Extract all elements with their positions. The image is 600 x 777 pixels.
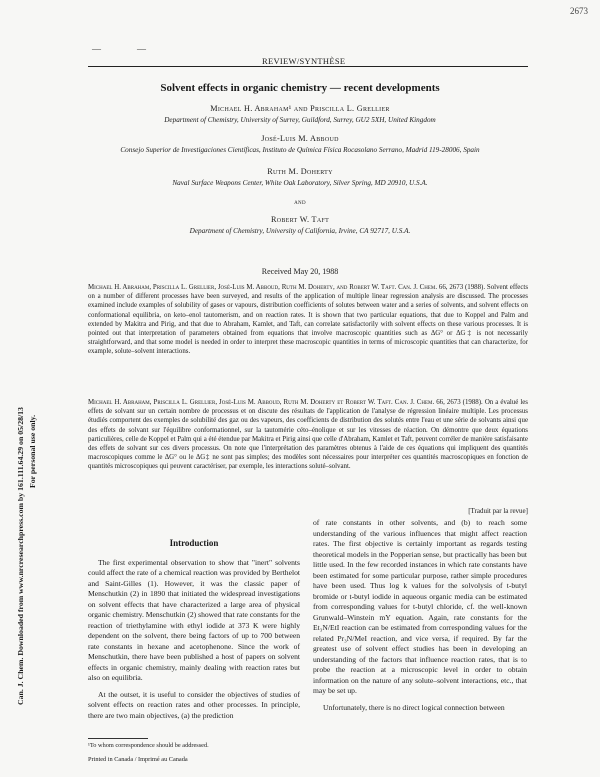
section-label: REVIEW/SYNTHÈSE [262,56,346,66]
body-paragraph: The first experimental observation to show that "inert" solvents could affect the rate of a chemical reaction was provided by Berthelot and Saint-Gilles (1). However, it was the classic paper of Menschutkin (2) in 1890 that initiated the widespread investigations on solvent effects that have characterized a large area of physical organic chemistry. Menschutkin (2) showed that rate constants for the reaction of triethylamine with ethyl iodide at 373 K were highly dependent on the solvent, there being factors of up to 700 between rate constants in hexane and acetophenone. Since the work of Menschutkin, there have been published a host of papers on solvent effects in organic chemistry, mainly dealing with reaction rates but also on equilibria. [88,557,300,682]
body-paragraph: Unfortunately, there is no direct logical connection between [323,702,505,712]
author-line: Michael H. Abraham¹ and Priscilla L. Grellier [210,104,390,113]
affiliation: Naval Surface Weapons Center, White Oak Laboratory, Silver Spring, MD 20910, U.S.A. [172,179,428,187]
affiliation: Department of Chemistry, University of Surrey, Guildford, Surrey, GU2 5XH, United Kingdom [164,116,436,124]
translation-note: [Traduit par la revue] [468,507,528,515]
header-rule [88,66,528,67]
footnote-rule [88,738,148,739]
body-column-left [88,538,300,721]
abstract-text: On a évalué les effets de solvant sur un certain nombre de processus et on discute des résultats de l'application de l'analyse de régression linéaire multiple. Les processus étudiés comportent des exemples de solubilité des gaz ou des vapeurs, des coefficients de distribution des solutés entre l'eau et une série de solvants ainsi que des effets de solvant sur l'équilibre conformationnel, sur la tautomérie céto–énolique et sur les vitesses de réaction. On démontre que deux équations particulières, celle de Koppel et Palm qui a été étendue par Makitra et Pirig ainsi que celle d'Abraham, Kamlet et Taft, peuvent corréler de manière satisfaisante des effets de solvant sur ces divers processus. On note que l'interprétation des paramètres obtenus à l'aide de ces équations qui impliquent des quantités macroscopiques comme le ΔG° ou le ΔG‡ ne sont pas simples; des modèles sont nécessaires pour interpréter ces quantités macroscopiques en fonction de quantités microscopiques qui peuvent caractériser, par exemple, les interactions soluté–solvant. [88,399,528,471]
affiliation: Department of Chemistry, University of California, Irvine, CA 92717, U.S.A. [189,227,411,235]
body-paragraph: At the outset, it is useful to consider the objectives of studies of solvent effects on reaction rates and other processes. In principle, there are two main objectives, (a) the prediction [88,689,300,720]
page-number: 2673 [570,6,588,16]
download-watermark [14,300,46,730]
footnote: ¹To whom correspondence should be addressed. [88,742,209,749]
watermark-line: Can. J. Chem. Downloaded from www.nrcresearchpress.com by 161.111.64.29 on 05/28/13 [16,407,25,705]
abstract-english [88,283,528,357]
watermark-line: For personal use only. [28,414,37,488]
abstract-citation: Michael H. Abraham, Priscilla L. Grellier, José-Luis M. Abboud, Ruth M. Doherty, and Robert W. Taft. Can. J. Chem. 66, 2673 (1988). [88,284,486,291]
abstract-citation: Michael H. Abraham, Priscilla L. Grellier, José-Luis M. Abboud, Ruth M. Doherty et Robert W. Taft. Can. J. Chem. 66, 2673 (1988). [88,399,483,406]
section-heading: Introduction [169,538,219,548]
body-column-right [313,518,527,713]
article-title: Solvent effects in organic chemistry — recent developments [160,82,440,94]
author-line: Robert W. Taft [270,215,330,224]
body-paragraph: of rate constants in other solvents, and (b) to reach some understanding of the various influences that might affect reaction rates. The first objective is certainly important as regards testing theoretical models in the Popperian sense, but practically has been but little used. In the few recorded instances in which rate constants have been estimated for some particular purpose, rather simple procedures have been used. Thus log k values for the solvolysis of t-butyl bromide or t-butyl iodide in aqueous organic media can be estimated from corresponding values for t-butyl chloride, cf. the well-known Grunwald–Winstein mY equation. Again, rate constants for the Et₃N/EtI reaction can be estimated from corresponding values for the related Pr₃N/MeI reaction, and vice versa, if required. By far the greatest use of solvent effect studies has been in developing an understanding of the factors that influence reaction rates, that is to probe the reaction at a microscopic level in order to obtain information on the nature of any solute–solvent interactions, etc., that may be set up. [313,518,527,695]
printed-note: Printed in Canada / Imprimé au Canada [88,756,188,763]
abstract-french [88,398,528,472]
received-date: Received May 20, 1988 [261,267,339,276]
author-line: José-Luis M. Abboud [261,134,339,143]
abstract-text: Solvent effects on a number of different processes have been surveyed, and results of the application of multiple linear regression analysis are discussed. The processes examined include examples of solubility of gases or vapours, distribution coefficients of solutes between water and a series of solvents, and solvent effects on conformational equilibria, on keto–enol tautomerism, and on reaction rates. It is shown that two particular equations, that due to Koppel and Palm and extended by Makitra and Pirig, and that due to Abraham, Kamlet, and Taft, can correlate satisfactorily with solvent effects on these various processes. It is pointed out that interpretation of parameters obtained from equations that involve macroscopic quantities such as ΔG° or ΔG‡ is not necessarily straightforward, and that some model is needed in order to interpret these macroscopic quantities in terms of microscopic quantities that can characterize, for example, solute–solvent interactions. [88,284,529,356]
header-marks: — — [92,44,148,54]
and-separator: and [294,197,306,206]
author-line: Ruth M. Doherty [267,167,333,176]
affiliation: Consejo Superior de Investigaciones Científicas, Instituto de Química Física Rocasolano Serrano, Madrid 119-28006, Spain [120,146,480,154]
